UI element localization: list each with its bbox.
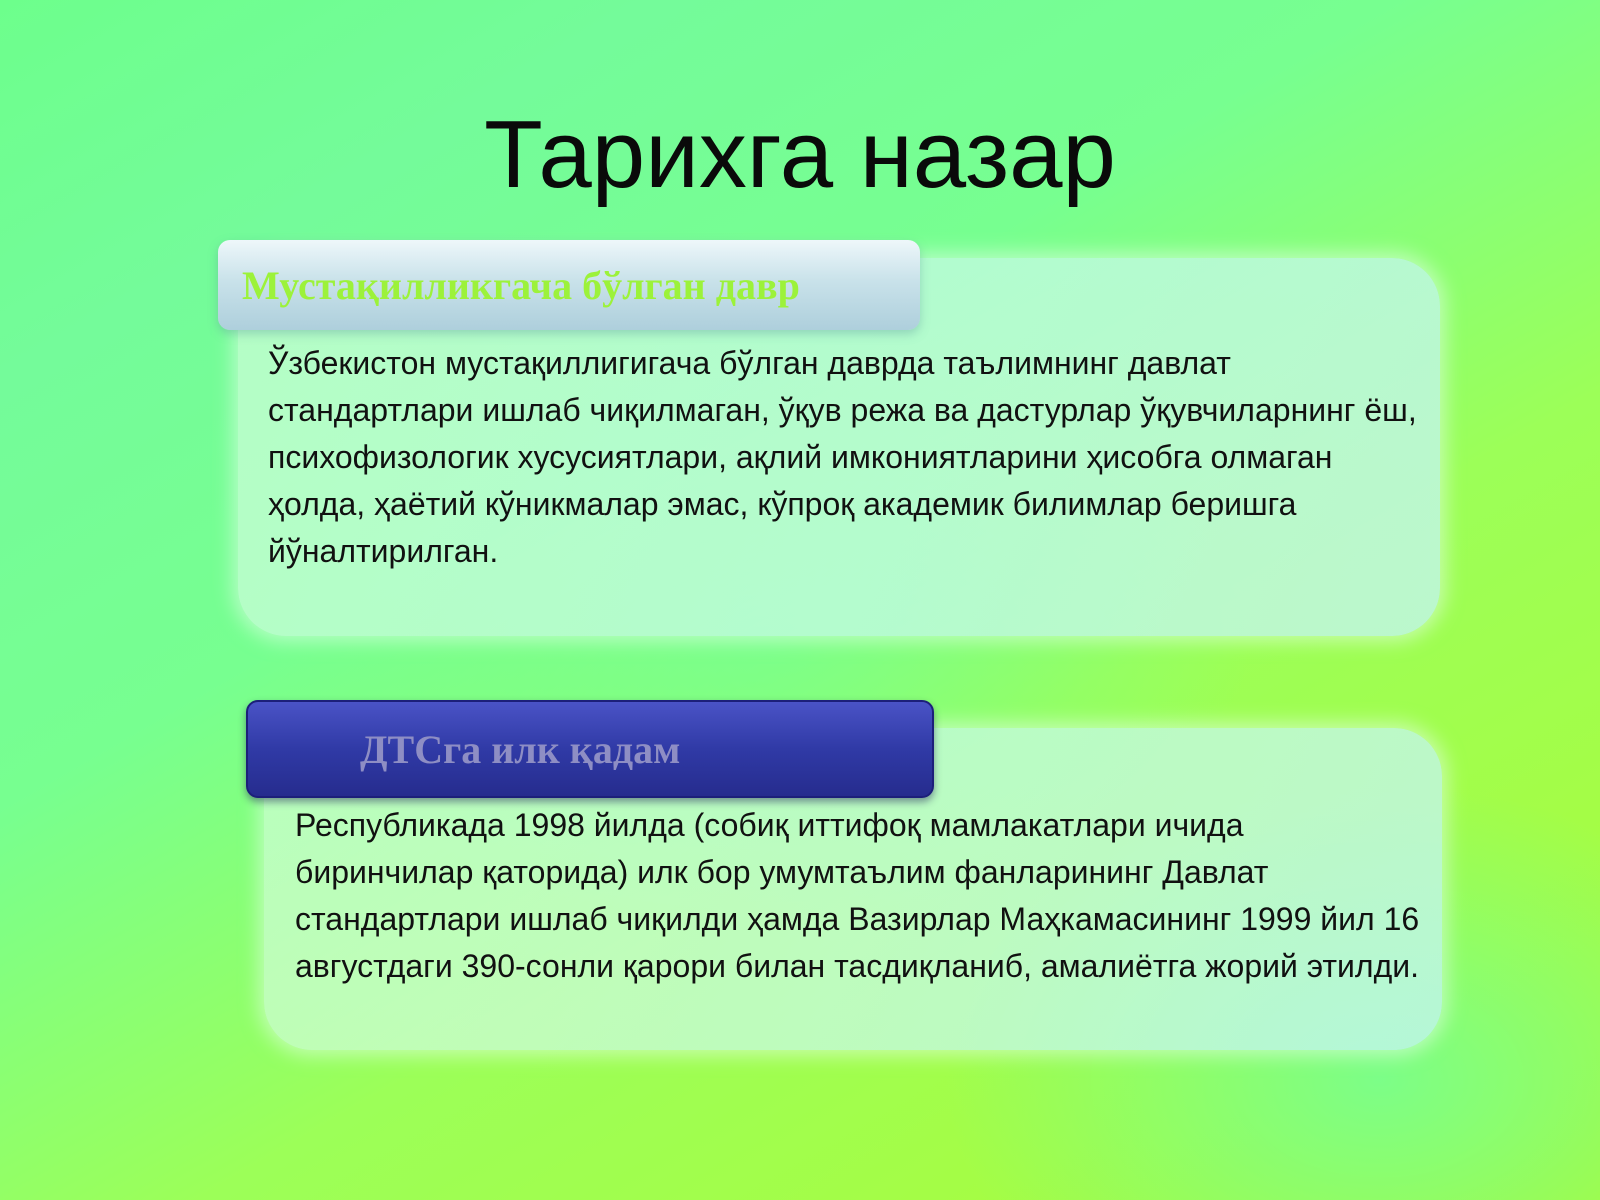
section-body-first-step: Республикада 1998 йилда (собиқ иттифоқ мамлакатлари ичида биринчилар қаторида) илк бор умумтаълим фанларининг Давлат стандартлари ишлаб чиқилди ҳамда Вазирлар Маҳкамасининг 1999 йил 16 августдаги 390-сонли қарори билан тасдиқланиб, амалиётга жорий этилди.: [295, 807, 1420, 984]
section-heading-first-step: ДТСга илк қадам: [246, 700, 934, 798]
section-heading-pre-independence: Мустақилликгача бўлган давр: [218, 240, 920, 330]
slide-title: Тарихга назар: [484, 101, 1116, 208]
section-body-pre-independence: Ўзбекистон мустақиллигигача бўлган даврда таълимнинг давлат стандартлари ишлаб чиқилмаган, ўқув режа ва дастурлар ўқувчиларнинг ёш, психофизологик хусусиятлари, ақлий имкониятларини ҳисобга олмаган ҳолда, ҳаётий кўникмалар эмас, кўпроқ академик билимлар беришга йўналтирилган.: [268, 345, 1417, 569]
